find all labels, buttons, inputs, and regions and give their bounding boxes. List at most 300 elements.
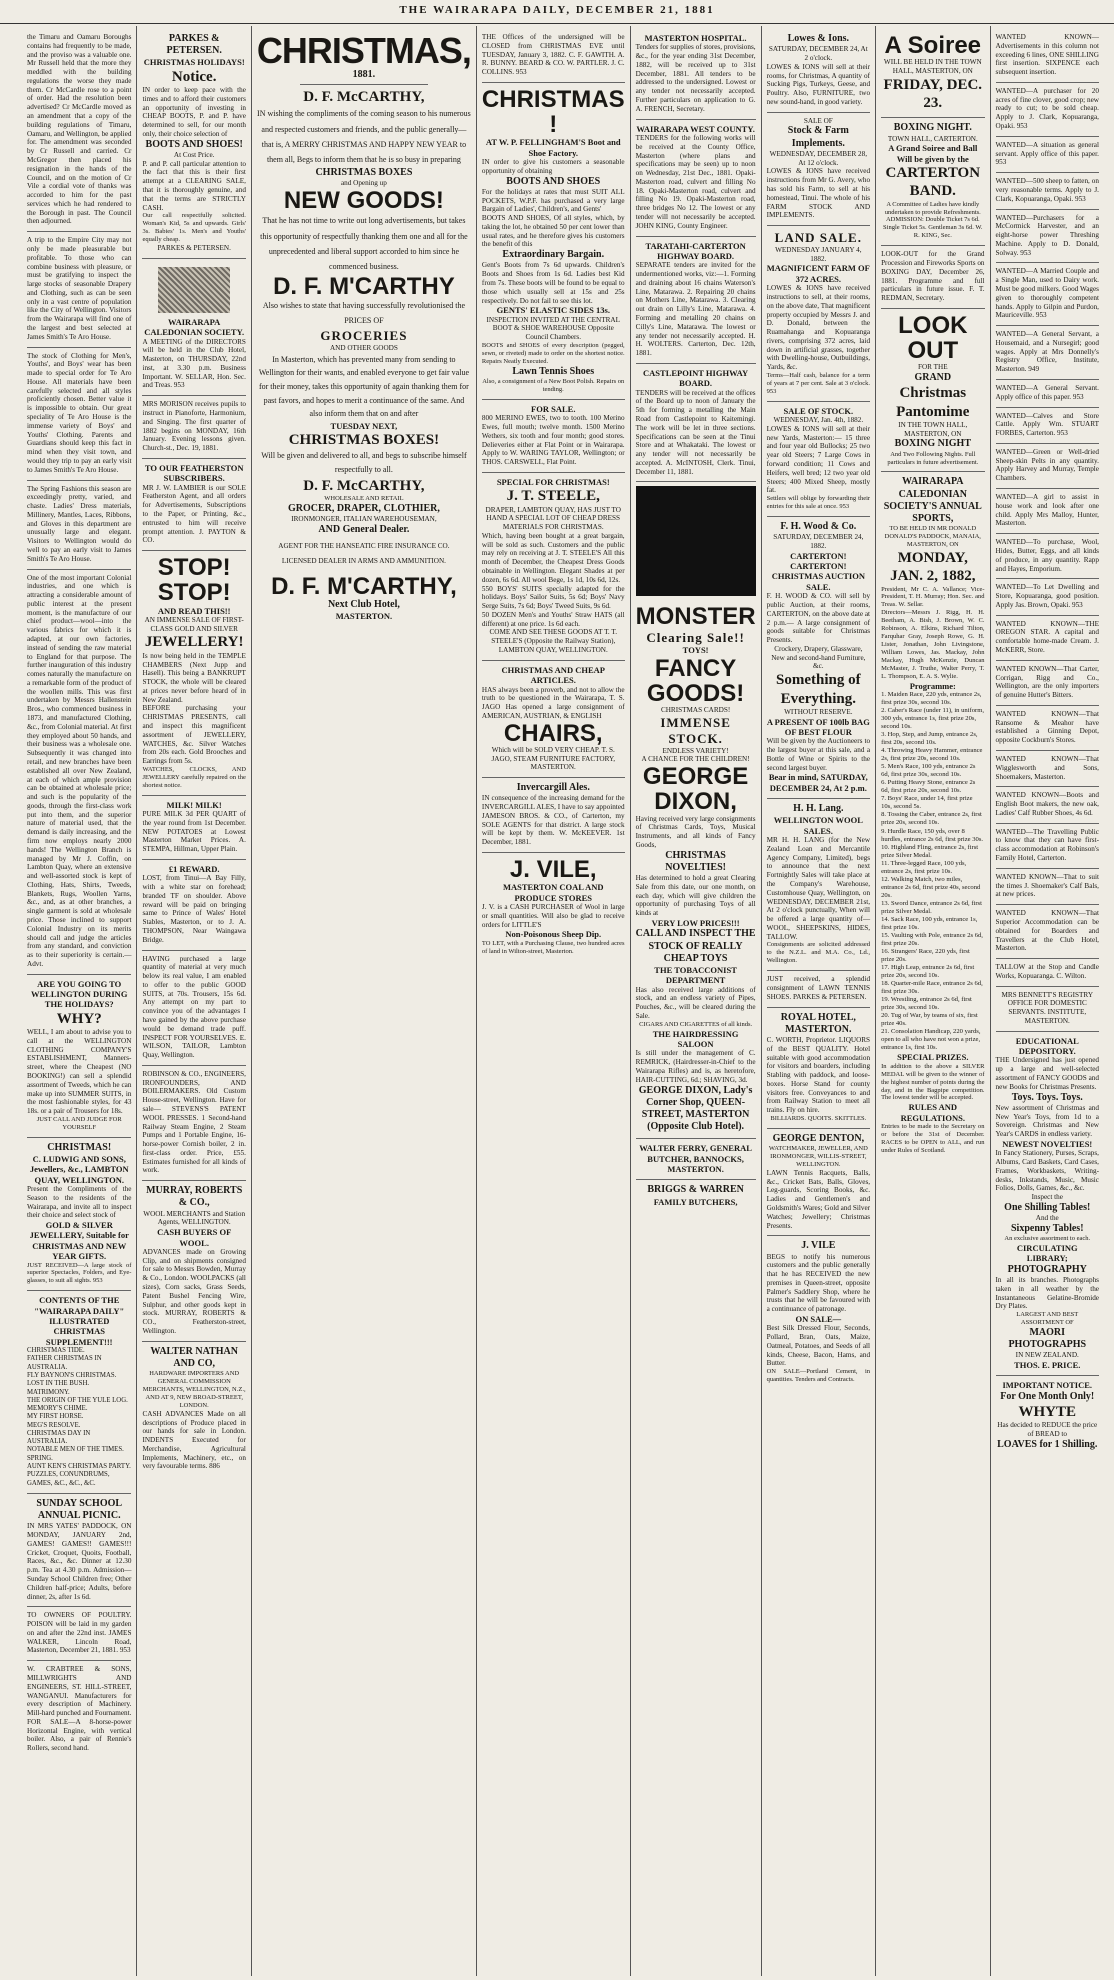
ad-heading: TARATAHI-CARTERTON HIGHWAY BOARD.	[645, 240, 746, 261]
ad-body: Tenders for supplies of stores, provisions, &c., for the year ending 31st December, 1882, will be received up to 31st December, 1881. All tenders to be addressed to the undersigned. Lowest or any tender not necessarily accepted. Further particulars on application to G. A. FRENCH, Secretary.	[635, 43, 756, 113]
ad-heading: THE HAIRDRESSING SALOON	[652, 1028, 739, 1050]
caledonian-sports-ad	[881, 472, 984, 1159]
ad-body: Is now being held in the TEMPLE CHAMBERS (Next Jupp and Hasell). This being a BANKRUPT STOCK, the whole will be cleared at prices never before heard of in New Zealand.	[142, 651, 246, 704]
ad-firm: BRIGGS & WARREN	[647, 1184, 744, 1196]
list-item: WANTED—A Married Couple and a Single Man, used to Dairy work. Must be good milkers. Good Wages given to thoroughly competent hands. Apply to Gilpin and Purdon, Mauriceville. 953	[996, 263, 1099, 326]
ad-heading: CHRISTMAS!	[47, 1141, 112, 1153]
ferry-ad	[636, 1139, 756, 1180]
ad-body: Will be given and delivered to all, and begs to subscribe himself respectfully to all.	[261, 451, 467, 474]
wood-auction-ad	[767, 517, 870, 799]
list-item: THE ORIGIN OF THE YULE LOG.	[27, 1396, 128, 1404]
ad-firm: AT W. P. FELLINGHAM'S Boot and Shoe Factory.	[485, 137, 621, 158]
ad-body: MR J. W. LAMBIER is our SOLE Featherston Agent, and all orders for Advertisements, Subscriptions to the Paper, or Printing, &c., entrusted to him will receive prompt attention. J. PAYTON & CO.	[142, 483, 246, 545]
ad-subhead: At Cost Price.	[173, 150, 215, 159]
ad-firm: PARKES & PETERSEN.	[166, 33, 222, 57]
castlepoint-ad	[636, 364, 756, 483]
ad-heading: WAIRARAPA WEST COUNTY.	[636, 123, 755, 134]
ad-firm: D. F. M'CARTHY	[273, 273, 455, 301]
ad-firm: J. VILE,	[509, 856, 597, 884]
ad-foot: BILLIARDS. QUOITS. SKITTLES.	[770, 1114, 867, 1122]
ad-firm: D. F. McCARTHY,	[303, 477, 425, 494]
briggs-ad	[636, 1180, 756, 1212]
list-item: WANTED KNOWN—That Carter, Corrigan, Rigg and Co., Wellington, are the only importers of genuine Hutter's Bitters.	[996, 661, 1099, 706]
ad-headline: Something of Everything.	[776, 672, 861, 707]
ad-heading: FOR SALE.	[531, 403, 576, 414]
ad-body: In all its branches. Photographs taken in all weather by the Instantaneous Gelatine-Bromide Dry Plates.	[995, 1275, 1099, 1311]
ad-subhead: DRAPER, LAMBTON QUAY, HAS JUST TO HAND A SPECIAL LOT OF CHEAP DRESS MATERIALS FOR CHRISTMAS.	[485, 505, 621, 532]
ad-body: Also wishes to state that having successfully revolutionised the PRICES OF	[262, 301, 466, 325]
ad-body: THE Undersigned has just opened up a large and well-selected assortment of FANCY GOODS and new Books for Christmas Presents.	[995, 1056, 1099, 1091]
ad-goods: Crockery, Drapery, Glassware, New and second-hand Furniture, &c.	[771, 644, 866, 671]
ad-firm: Lowes & Ions.	[787, 33, 850, 44]
taratahi-ad	[636, 237, 756, 364]
ad-body: In Masterton, which has prevented many from sending to Wellington for their wants, and enabled everyone to get fair value for their money, takes this opportunity of again thanking them for past favors, and hopes to merit a continuance of the same. And also inform them that on and after	[258, 354, 469, 419]
ad-officers: President, Mr C. A. Vallance; Vice-President, T. H. Murray; Hon. Sec. and Treas. W. Sellar.	[881, 585, 985, 609]
ad-body: IN order to keep pace with the times and to afford their customers an opportunity of investing in CHEAP BOOTS, P. and P. have determined to sell, for our month only, their choice selection of	[142, 86, 246, 138]
steele-ad	[482, 473, 625, 661]
fellingham-ad	[482, 83, 625, 400]
ad-headline: IMMENSE STOCK.	[660, 714, 731, 746]
list-item: 13. Sword Dance, entrance 2s 6d, first prize Silver Medal.	[881, 899, 982, 915]
ad-heading: NEWEST NOVELTIES!	[1002, 1138, 1093, 1149]
ad-body: MR H. H. LANG (for the New Zealand Loan and Mercantile Agency Company, Limited), begs to announce that the next Fortnightly Sales will take place at the Company's Warehouse, Customhouse Quay, Wellington, on WEDNESDAY, DECEMBER 21st, At 2 o'clock punctually, When will be offered a large quantity of— WOOL, SHEEPSKINS, HIDES, TALLOW.	[766, 836, 871, 941]
ad-body: Having received very large consignments of Christmas Cards, Toys, Musical Instruments, and all kinds of Fancy Goods,	[635, 814, 756, 849]
depository-ad	[996, 1032, 1099, 1377]
list-item: 4. Throwing Heavy Hammer, entrance 2s, first prize 20s, second 10s.	[881, 747, 983, 763]
list-item: FLY BAYNON'S CHRISTMAS.	[27, 1371, 117, 1379]
vile-notice-ad	[767, 1236, 870, 1389]
council-article: the Timaru and Oamaru Boroughs contains had frequently to be made, and the proviso was a valuable one. Mr Russell held that the more they meddled with the building regulations the worse they made them. Cr McCardle rose to a point of order. Had the resolution been advertised? Cr McCardle moved as an amendment that a copy of the building regulations of Timaru, Oamaru, and Wellington, be applied for. The amendment was seconded by Cr Russell and carried. Cr McGregor then placed his resignation in the hands of the Council, and on the motion of Cr Vile a cordial vote of thanks was accorded to him for the past services which he had rendered to the Borough in past. The Council then adjourned.	[27, 29, 131, 232]
empire-city-article: A trip to the Empire City may not only be made pleasurable but profitable. To those who can combine business with pleasure, or must be gratifying to inspect the large stocks of seasonable Drapery and Clothing, such as can be seen only in a vast centre of population like the City of Wellington. Visitors from the Wairarapa will find one of the largest and best selected at James Smith's Te Aro House.	[27, 232, 131, 347]
ad-headline: LOOK OUT	[898, 311, 968, 365]
ad-agency: AGENT FOR THE HANSEATIC FIRE INSURANCE CO.	[278, 541, 450, 550]
ad-heading: ARE YOU GOING TO WELLINGTON DURING THE HOLIDAYS?	[31, 978, 128, 1010]
ad-goods: Toys. Toys. Toys.	[1011, 1091, 1083, 1103]
list-item: WANTED KNOWN—Boots and English Boot makers, the new oak, Ladies' Calf Rubber Shoes, 4s 6d.	[996, 787, 1099, 823]
ad-firm: WALTER FERRY, GENERAL BUTCHER, BANNOCKS, MASTERTON.	[639, 1143, 752, 1175]
list-item: WANTED KNOWN—That Wigglesworth and Sons, Shoemakers, Masterton.	[996, 751, 1099, 787]
ad-date: WEDNESDAY, Jan. 4th, 1882.	[773, 416, 864, 425]
ad-date: FRIDAY, DEC. 23.	[883, 76, 983, 112]
ad-foot: Settlers will oblige by forwarding their entries for this sale at once. 953	[766, 495, 871, 511]
list-item: 3. Hop, Step, and Jump, entrance 2s, first 20s, second 10s.	[881, 731, 978, 747]
ad-body: A MEETING of the DIRECTORS will be held in the Club Hotel, Masterton, on THURSDAY, 22nd inst, at 3.30 p.m. Business Important. W. SELLAR, Hon. Sec. and Treas. 953	[142, 337, 246, 390]
list-item: WANTED—A situation as general servant. Apply office of this paper. 953	[996, 137, 1099, 173]
ad-trades: AND General Dealer.	[318, 523, 410, 535]
ludwig-ad	[27, 1138, 131, 1292]
list-item: 11. Three-legged Race, 100 yds, entrance 2s, first prize 10s.	[881, 859, 967, 875]
list-item: 10. Highland Fling, entrance 2s, first prize Silver Medal.	[881, 843, 979, 859]
ad-firm: WALTER NATHAN AND CO,	[150, 1345, 238, 1369]
ad-heading: CHRISTMAS HOLIDAYS!	[143, 57, 245, 68]
ad-goods: CALL AND INSPECT THE STOCK OF REALLY CHEAP TOYS	[635, 928, 756, 964]
ad-body: Present the Compliments of the Season to the residents of the Wairarapa, and invite all to inspect their choice and select stock of	[27, 1184, 132, 1220]
contents-list	[27, 1347, 131, 1488]
ad-date: WEDNESDAY JANUARY 4, 1882.	[775, 245, 862, 263]
ad-venue: TOWN HALL, CARTERTON.	[887, 134, 978, 143]
list-item: WANTED KNOWN—THE OREGON STAR. A capital and comfortable home-made Cream. J. McKERR, Store.	[996, 616, 1099, 661]
ad-subhead: WITHOUT RESERVE.	[784, 707, 853, 716]
ad-goods: Sixpenny Tables!	[1010, 1222, 1084, 1234]
ad-signature: GEORGE DIXON, Lady's Corner Shop, QUEEN-STREET, MASTERTON (Opposite Club Hotel).	[638, 1084, 753, 1133]
list-item: MATRIMONY.	[27, 1388, 70, 1396]
list-item: MEG'S RESOLVE.	[27, 1421, 81, 1429]
list-item: CHRISTMAS TIDE.	[27, 1347, 85, 1355]
list-item: 19. Wrestling, entrance 2s 6d, first prize 30s, second 10s.	[881, 996, 972, 1012]
fashions-article: The Spring Fashions this season are exceedingly pretty, varied, and chaste. Ladies' Dress materials, Millinery, Mantles, Laces, Ribbons, and Gloves in this department are unusually large and elegant. Visitors to Wellington would do well to pay an early visit to James Smith's Te Aro House.	[27, 481, 131, 570]
ad-body: In Fancy Stationery, Purses, Scraps, Albums, Card Baskets, Card Cases, Frames, Workbaskets, Writing-desks, Inkstands, Music, Music Folios, Dolls, Games, &c., &c.	[995, 1149, 1099, 1193]
denton-ad	[767, 1129, 870, 1236]
ad-directors: Directors—Messrs J. Rigg, H. H. Beetham, A. Bish, J. Brown, W. C. Robinson, A. Elkins, Richard Tilton, Farquhar Gray, Joseph Rowe, G. H. Lister, Jonathan, John Livingstone, William Lowes, Jas. Mackay, John Mackay, Hugh McKenzie, Duncan McMaster, J. Truthe, Walter Perry, T. L. Thompson, E. A. S. Wylie.	[881, 609, 985, 680]
column-6	[761, 26, 875, 1976]
list-item: 14. Sack Race, 100 yds, entrance 1s, first prize 10s.	[881, 915, 978, 931]
bread-ad	[996, 1376, 1099, 1456]
ad-body: IN order to give his customers a seasonable opportunity of obtaining	[481, 158, 625, 175]
ad-goods: LOAVES for 1 Shilling.	[997, 1438, 1098, 1450]
ad-terms: Terms—Half cash, balance for a term of years at 7 per cent. Sale at 3 o'clock. 953	[766, 372, 871, 395]
ad-subhead: HARDWARE IMPORTERS AND GENERAL COMMISSION MERCHANTS, WELLINGTON, N.Z., AND AT 9, NEW BROAD-STREET, LONDON.	[142, 1370, 246, 1409]
ad-subhead: A Grand Soiree and Ball Will be given by the	[888, 143, 978, 164]
ad-goods: CHRISTMAS NOVELTIES!	[665, 849, 726, 873]
list-item: WANTED—A General Servant. Apply office of this paper. 953	[996, 380, 1099, 408]
poultry-notice: TO OWNERS OF POULTRY. POISON will be laid in my garden on and after the 22nd inst. JAMES WALKER, Lincoln Road, Masterton, December 21, 1881. 953	[27, 1607, 131, 1661]
ad-firm: ROYAL HOTEL, MASTERTON.	[780, 1011, 856, 1035]
list-item: MEMORY'S CHIME.	[27, 1405, 88, 1413]
ewes-sale-ad	[482, 400, 625, 473]
ad-subhead: And the	[1035, 1214, 1059, 1223]
crabtree-ad: W. CRABTREE & SONS, MILLWRIGHTS AND ENGINEERS, ST. HILL-STREET, WANGANUI. Manufacturers for every description of Machinery. Mill-hard punched and Fournament. FOR SALE—A 8-horse-power Horizontal Engine, with vertical boiler. Also, a pair of Rennie's Rollers, second hand.	[27, 1665, 132, 1753]
ad-firm: WHYTE	[1018, 1403, 1077, 1420]
ad-body: Which, having been bought at a great bargain, will be sold as such. Customers and the public may rely on receiving at J. T. STEELE'S All this month of December, the Cheapest Dress Goods obtainable in Wellington. Elegant Shades at per dozen, 6s 6d. All wool Bege, 1s 1d, 10s 6d, 12s.	[481, 531, 625, 584]
list-item: 1. Maiden Race, 220 yds, entrance 2s, first prize 30s, second 10s.	[881, 690, 982, 707]
ad-foot: JUST RECEIVED—A large stock of superior Spectacles, Folders, and Eye-glasses, to suit all sights. 953	[27, 1261, 132, 1285]
ad-subhead: FOR THE	[917, 363, 948, 372]
ad-body: IN wishing the compliments of the coming season to his numerous and respected customers and friends, and the public generally—that is, A MERRY CHRISTMAS AND HAPPY NEW YEAR to them all, Begs to inform them that he is so busy in preparing	[257, 109, 471, 165]
featherston-ad	[142, 459, 245, 551]
ad-admission: ADMISSION: Double Ticket 7s 6d. Single Ticket 5s. Gentleman 3s 6d. W. R. KING, Sec.	[883, 216, 983, 240]
ad-body: F. H. WOOD & CO. will sell by public Auction, at their rooms, CARTERTON, on the above date at 2 p.m.— A large consignment of goods suitable for Christmas Presents.	[766, 592, 871, 645]
ad-bargain: Extraordinary Bargain.	[502, 249, 605, 261]
land-sale-ad	[767, 226, 870, 402]
ad-goods: CHRISTMAS BOXES	[315, 167, 413, 179]
ad-heading: SALE OF STOCK.	[783, 405, 854, 416]
ad-boys-suits: 550 BOYS' SUITS specially adapted for the holidays. Boys' Sailor Suits, 5s 6d; Boys' Navy Serge Suits, 7s 6d; Boys' Tweed Suits, 9s 6d.	[481, 584, 625, 611]
column-8	[990, 26, 1104, 1976]
ad-body: HAS always been a proverb, and not to allow the truth to be questioned in the Wairarapa, T. S. JAGO Has opened a large consignment of AMERICAN, AUSTRIAN, & ENGLISH	[481, 685, 625, 720]
ad-date: TUESDAY NEXT,	[330, 420, 398, 431]
ad-trades: GROCER, DRAPER, CLOTHIER,	[287, 502, 440, 514]
west-county-ad	[636, 120, 756, 237]
column-7	[875, 26, 989, 1976]
ad-firm: C. LUDWIG AND SONS, Jewellers, &c., LAMBTON QUAY, WELLINGTON.	[29, 1153, 129, 1185]
jewellery-ad	[142, 551, 245, 796]
ad-body: C. WORTH, Proprietor. LIQUORS of the BEST QUALITY. Hotel suitable with good accommodation for visitors and boarders, including Stabling with paddock, and loose-boxes. Horse Stand for county visitors free. Conveyances to and from Railway Station to meet all trains. Fly on hire.	[766, 1035, 871, 1115]
ad-heading: SPECIAL FOR CHRISTMAS!	[496, 476, 610, 487]
ad-subhead: A CHANCE FOR THE CHILDREN!	[641, 755, 750, 764]
list-item: SPRING.	[27, 1454, 53, 1462]
ad-signature: THOS. E. PRICE.	[1014, 1360, 1081, 1371]
murray-ad	[142, 1181, 245, 1341]
colonial-industry-article: One of the most important Colonial industries, and one which is attracting a considerable amount of public interest at the present moment, is the manufacture of our chief product—wool—into the various fabrics for which it is adapted, at our own factories, instead of sending the raw material to England for that purpose. The further inauguration of this industry comes naturally the manufacture on a remarkable form of the product of the woollen mills. This was first undertaken by Messrs Hallenstein Bros., who commenced business in 1873, and manufactured Clothing, &c., from Colonial material. At first they employed about 50 hands, and their business was a wholesale one. Subsequently it was changed into retail, and new branches have been established all over New Zealand, at each of which ample provision can be obtained at wholesale price; and such is the popularity of the goods, through the first-class work put into them, and the superior nature of material used, that the demand is daily increasing, and the firm now employs nearly 2000 hands! The Wellington Branch is managed by Mr J. Coffin, on Lambton Quay, where an extensive and well-assorted stock is kept of Clothing, Hats, Shirts, Tweeds, Blankets, Rugs, Woollen Yarns, &c., and, as at other branches, a single garment is sold at wholesale price. Those inclined to support Colonial Industry on its merits should call and judge the articles from any standard, and conviction as to their superiority is certain.—Advt.	[27, 570, 131, 975]
contents-ad	[27, 1291, 131, 1494]
walter-nathan-ad	[142, 1342, 245, 1476]
list-item: WANTED KNOWN—That Ransome & Meahor have established a Ginning Depot, opposite Cockburn's Stores.	[996, 706, 1099, 751]
ad-heading: CASTLEPOINT HIGHWAY BOARD.	[643, 367, 749, 389]
list-item: WANTED—Purchasers for a McCormick Harvester, and an eight-horse power Threshing Machine. Apply to D. Donald, Solway. 953	[996, 210, 1099, 264]
ad-heading: PHOTOGRAPHY	[1007, 1263, 1087, 1275]
ad-subhead: ENDLESS VARIETY!	[662, 746, 729, 755]
list-item: WANTED—To purchase, Wool, Hides, Butter, Eggs, and all kinds of produce, in any quantity. Rapp and Hayes, Emporium.	[996, 534, 1099, 579]
ad-date: WEDNESDAY, DECEMBER 28, At 12 o'clock.	[769, 149, 868, 167]
ad-headline: NEW GOODS!	[283, 187, 444, 215]
ad-prices: Gent's Boots from 7s 6d upwards. Children's Boots and Shoes from 1s 6d. Ladies best Kid from 7s. These boots will be found to be equal to those which usually sell at 15s and 25s respectively. Do not fail to see this lot.	[481, 261, 625, 305]
ad-subhead: WOOL MERCHANTS and Station Agents, WELLINGTON.	[143, 1209, 246, 1227]
ad-body: An exclusive assortment to each.	[1004, 1235, 1091, 1243]
ad-body: BEFORE purchasing your CHRISTMAS PRESENTS, call and inspect this magnificent assortment of JEWELLERY, WATCHES, &c. Silver Watches from 20s each. Gold Brooches and Earrings from 5s.	[142, 704, 246, 766]
stock-sale-ad	[767, 402, 870, 517]
milk-ad	[142, 796, 245, 860]
ad-year: 1881.	[352, 69, 376, 80]
pantomime-ad	[881, 309, 984, 473]
ad-body: BOOTS AND SHOES, Of all styles, which, by taking the lot, he obtained 50 per cent lower than usual rates, and he therefore gives his customers the benefit of this	[481, 214, 625, 249]
ad-foot: Consignments are solicited addressed to the N.Z.L. and M.A. Co., Ld., Wellington.	[766, 941, 871, 965]
ad-firm: J. VILE	[801, 1240, 836, 1252]
wellington-clothing-ad	[27, 975, 131, 1138]
hospital-ad	[636, 29, 756, 120]
ad-heading: EDUCATIONAL DEPOSITORY.	[1015, 1035, 1079, 1057]
ad-body: That he has not time to write out long advertisements, but takes this opportunity of respectfully thanking them one and all for the unprecedented and liberal support accorded to him since he commenced business.	[260, 216, 468, 271]
list-item: PUZZLES, CONUNDRUMS, GAMES, &C., &C., &C.	[27, 1471, 110, 1487]
ad-heading: WAIRARAPA CALEDONIAN SOCIETY.	[144, 316, 245, 338]
list-item: AUNT KEN'S CHRISTMAS PARTY.	[27, 1463, 131, 1471]
ad-hats: 50 DOZEN Men's and Youths' Straw HATS (all different) at one price. 1s 6d each.	[481, 610, 625, 628]
list-item: WANTED—Calves and Store Cattle. Apply Wm. STUART FORBES, Carterton. 953	[996, 408, 1099, 444]
ad-town: MASTERTON.	[335, 610, 393, 621]
ad-headline: Notice.	[171, 68, 217, 85]
ad-heading: £1 REWARD.	[168, 863, 220, 874]
ad-subhead: LARGEST AND BEST ASSORTMENT OF	[1016, 1311, 1079, 1326]
list-item: 9. Hurdle Race, 150 yds, over 8 hurdles, entrance 2s 6d, first prize 30s.	[881, 827, 984, 843]
list-item: CHRISTMAS DAY IN AUSTRALIA.	[27, 1429, 91, 1446]
ad-body: New assortment of Christmas and New Year's Toys, from 1d to a Sovereign. Christmas and New Year's CARDS in endless variety.	[995, 1103, 1099, 1139]
ad-body: Is still under the management of C. REMRICK, (Hairdresser-in-Chief to the Wairarapa Rifles) and is, as heretofore, HAIR-CUTTING, 6d.; SHAVING, 3d.	[635, 1049, 756, 1084]
ad-heading: WELLINGTON WOOL SALES.	[773, 815, 863, 836]
ales-ad	[482, 778, 625, 853]
lowes-christmas-ad	[767, 29, 870, 113]
royal-hotel-ad	[767, 1008, 870, 1129]
list-item: WANTED—500 sheep to fatten, on very reasonable terms. Apply to J. Clark, Kopuaranga, Opaki. 953	[996, 173, 1099, 209]
ad-foot: JUST CALL AND JUDGE FOR YOURSELF	[36, 1115, 122, 1131]
list-item: 17. High Leap, entrance 2s 6d, first prize 20s, second 10s.	[881, 964, 975, 980]
ad-body: WELL, I am about to advise you to call at the WELLINGTON CLOTHING COMPANY'S ESTABLISHMENT, Manners-street, where the Cheapest (NO BOOKING!) can sell a splendid assortment of Tweeds, which he can make up into SUMMER SUITS, in the most fashionable styles, for 43 18s. or a pair of Trousers for 18s.	[27, 1028, 132, 1116]
ad-body: A Committee of Ladies have kindly undertaken to provide Refreshments.	[884, 200, 981, 216]
ad-body: J. V. is a CASH PURCHASER of Wool in large or small quantities. Will also be glad to receive orders for LITTLE'S	[481, 902, 625, 929]
ad-goods: GROCERIES	[320, 328, 408, 344]
ad-subhead: FAMILY BUTCHERS,	[653, 1196, 738, 1207]
ad-body: LOWES & IONS will sell at their new Yards, Masterton:— 15 three and four year old Bullocks; 25 two year old Steers; 7 Large Cows in forward condition; 11 Cows and Heifers, well bred; 12 two year old Steers; 400 Mixed Sheep, mostly fat.	[766, 424, 871, 495]
ad-body: Entries to be made to the Secretary on or before the 31st of December. RACES to be OPEN to ALL, and run under Rules of Scotland.	[881, 1123, 985, 1154]
lang-wool-ad	[767, 799, 870, 971]
ad-headline: MONSTER	[635, 603, 756, 631]
divider	[300, 84, 428, 85]
ad-subhead: Clearing Sale!!	[646, 629, 745, 645]
ad-subhead: AND OTHER GOODS	[329, 343, 398, 352]
ad-foot: Which will be SOLD VERY CHEAP. T. S. JAGO, STEAM FURNITURE FACTORY, MASTERTON.	[491, 745, 616, 772]
ad-goods: GENTS' ELASTIC SIDES 13s.	[496, 305, 610, 316]
ad-signature: PARKES & PETERSEN.	[157, 244, 231, 253]
ad-headline: For One Month Only!	[1000, 1390, 1095, 1402]
ad-foot: Also, a consignment of a New Boot Polish. Repairs on tending.	[482, 377, 625, 393]
ad-date: SATURDAY, DECEMBER 24, 1882.	[773, 533, 864, 550]
ad-goods: BOOTS AND SHOES!	[145, 138, 243, 150]
offices-closed-notice: THE Offices of the undersigned will be CLOSED from CHRISTMAS EVE until TUESDAY, January 3, 1882. C. F. GAWITH. A. R. BUNNY. BEARD & CO. W. PARTLER. J. C. COLLINS. 953	[482, 29, 625, 83]
reward-ad	[142, 860, 245, 951]
ad-goods: CIGARS AND CIGARETTES of all kinds.	[639, 1020, 753, 1028]
damaged-area	[636, 486, 756, 596]
wilson-ad: HAVING purchased a large quantity of material at very much below its real value, I am enabled to offer to the public GOOD SUITS, at 70s. Trousers, 15s 6d. Any attempt on my part to convince you of the advantages I have gained by the above purchase would be demand trade puff. INSPECT FOR YOURSELVES. E. WILSON, TAILOR, Lambton Quay, Wellington.	[142, 951, 245, 1066]
ad-body: Best Silk Dressed Flour, Seconds, Pollard, Bran, Oats, Maize, Oatmeal, Potatoes, and Seeds of all kinds, Cheese, Bacon, Hams, and Butter.	[766, 1324, 871, 1368]
ad-firm: D. F. M'CARTHY,	[271, 572, 457, 600]
list-item: 16. Strangers' Race, 220 yds, first prize 20s.	[881, 947, 970, 964]
column-4	[476, 26, 630, 1976]
column-1	[22, 26, 136, 1976]
ad-body: LOWES & IONS will sell at their rooms, for Christmas, A quantity of Sucking Pigs, Turkeys, Geese, and Poultry. Also, FURNITURE, two new sound-hand, in good variety.	[766, 62, 871, 106]
ad-body: LAWN Tennis Racquets, Balls, &c., Cricket Bats, Balls, Gloves, Leg-guards, Scoring Books, &c. Ladies and Gentlemen's and Goldsmith's Wares; Gold and Silver Watches; Jewellery; Christmas Presents.	[766, 1168, 871, 1230]
ad-heading: CHRISTMAS AND CHEAP ARTICLES.	[501, 664, 605, 686]
list-item: 18. Quarter-mile Race, entrance 2s 6d, first prize 30s.	[881, 980, 983, 996]
list-item: WANTED—Green or Well-dried Sheep-skin Pelts in any quantity. Apply Harvey and Murray, Temple Chambers.	[996, 444, 1099, 489]
ad-licence: LICENSED DEALER IN ARMS AND AMMUNITION.	[281, 556, 446, 565]
contents-title: CONTENTS OF THE "WAIRARAPA DAILY" ILLUSTRATED CHRISTMAS SUPPLEMENT!!!	[34, 1295, 125, 1347]
list-item: WANTED—A girl to assist in house work and look after one child. Apply Mrs Malloy, Hunter, Masterton.	[996, 489, 1099, 534]
ad-date: BOXING NIGHT	[894, 438, 971, 450]
ad-headline: CHRISTMAS,	[256, 30, 471, 71]
farm-stock-ad	[767, 113, 870, 226]
ad-heading: THE TOBACCONIST DEPARTMENT	[654, 964, 737, 986]
newspaper-columns	[22, 26, 1104, 1976]
ad-subhead: and Opening up	[340, 179, 387, 188]
ad-body: PURE MILK 3d PER QUART of the year round from 1st December. NEW POTATOES at Lowest Masterton Market Prices. A. STEMPA, Hillman, Upper Plain.	[142, 810, 246, 854]
ad-goods: MAORI PHOTOGRAPHS	[1008, 1326, 1087, 1351]
ad-subhead: Inspect the	[1031, 1193, 1063, 1202]
masthead: THE WAIRARAPA DAILY, DECEMBER 21, 1881	[0, 4, 1114, 24]
ad-firm: F. H. Wood & Co.	[780, 521, 857, 533]
ad-goods: TOYS!	[682, 645, 709, 656]
ad-body: IN consequence of the increasing demand for the INVERCARGILL ALES, I have to say appointed JAMESON BROS. & CO., of Carterton, my SOLE AGENTS for that district. A large stock will be kept by them. W. McKEEVER. 1st December, 1881.	[481, 794, 625, 847]
list-item: 20. Tug of War, by teams of six, first prize 40s.	[881, 1012, 978, 1028]
ad-body: SEPARATE tenders are invited for the undermentioned works, viz:—1. Forming and draining about 16 chains Waterson's Line, Matarawa. 2. Repairing 20 chains on Mothers Line, Matarawa. 3. Clearing out drain on Lilly's Line, Matarawa. 4. Forming and metalling 20 chains on Cilly's Line, Matarawa. The lowest or any tender not necessarily accepted. H. H. WOLTERS. Carterton, Dec. 12th, 1881.	[635, 261, 756, 358]
ad-goods: GOLD & SILVER JEWELLERY, Suitable for CHRISTMAS AND NEW YEAR GIFTS.	[29, 1220, 129, 1262]
ad-body: For the holidays at rates that must SUIT ALL POCKETS, W.P.F. has purchased a very large Bargain of Ladies', Children's, and Gents'	[481, 187, 625, 214]
ad-heading: CASH BUYERS OF WOOL.	[157, 1227, 232, 1248]
list-item: 2. Caber's Race (under 11), in uniform, 300 yds, entrance 1s, first prize 20s, second 10s.	[881, 707, 984, 731]
jago-ad	[482, 661, 625, 778]
ad-intro: SALE OF	[803, 116, 833, 125]
ad-headline: CHRISTMAS !	[481, 85, 625, 139]
ad-firm: D. F. McCARTHY,	[303, 89, 425, 106]
tallow-ad: TALLOW at the Stop and Candle Works, Kopuaranga. C. Wilton.	[996, 959, 1099, 987]
list-item: WANTED—To Let Dwelling and Store, Kopuaranga, good position. Apply Jas. Brown, Opaki. 953	[996, 579, 1099, 615]
ad-firm: H. H. Lang.	[793, 803, 844, 815]
ad-firm: CARTERTON BAND.	[885, 165, 981, 200]
ad-firm: J. T. STEELE,	[506, 488, 600, 505]
ad-foot: WATCHES, CLOCKS, AND JEWELLERY carefully repaired on the shortest notice.	[142, 765, 246, 789]
list-item: NOTABLE MEN OF THE TIMES.	[27, 1446, 124, 1454]
vile-coal-ad	[482, 853, 625, 960]
ad-address: Next Club Hotel,	[327, 598, 400, 610]
procession-ad	[881, 246, 984, 309]
ad-goods: Lawn Tennis Shoes	[512, 365, 595, 377]
ad-body: WILL BE HELD IN THE TOWN HALL, MASTERTON, ON	[883, 58, 982, 75]
ad-date: SATURDAY, DECEMBER 24, At 2 o'clock.	[768, 45, 868, 62]
ad-goods: CHAIRS,	[503, 719, 603, 747]
ad-goods: FANCY GOODS!	[646, 654, 745, 707]
ad-goods: CHRISTMAS CARDS!	[660, 706, 731, 715]
ad-body: Has determined to hold a great Clearing Sale from this date, our one month, on each day, which will give children the opportunity of purchasing Toys of all kinds at	[635, 874, 756, 918]
morison-ad: MRS MORISON receives pupils to instruct in Pianoforte, Harmonium, and Singing. The first quarter of 1882 begins on MONDAY, 16th January. Evening lessons given. Church-st., Dec. 19, 1881.	[142, 396, 245, 459]
ad-subhead: IN NEW ZEALAND.	[1015, 1351, 1079, 1360]
ad-goods: JEWELLERY!	[144, 634, 244, 651]
list-item: WANTED KNOWN—That to suit the times J. Shoemaker's Calf Bals, at new prices.	[996, 869, 1099, 905]
ad-headline: STOP! STOP!	[157, 554, 231, 607]
ad-body: LOST, from Tinui—A Bay Filly, with a white star on forehead; branded TF on shoulder. Above reward will be paid on bringing same to Prince of Wales' Hotel Stables, Masterton, or to J. A. THOMPSON, Near Waingawa Bridge.	[142, 874, 246, 944]
ad-venue: TO BE HELD IN MR DONALD DONALD'S PADDOCK, MANAIA, MASTERTON, ON	[884, 525, 981, 549]
dancers-illustration	[158, 267, 230, 313]
column-2	[136, 26, 250, 1976]
carterton-band-ad	[881, 118, 984, 246]
list-item: WANTED—The Travelling Public to know that they can have first-class accommodation at Robinson's Family Hotel, Carterton.	[996, 824, 1099, 869]
ad-town: CARTERTON! CARTERTON!	[790, 550, 847, 572]
ad-body: 800 MERINO EWES, two to tooth. 100 Merino Ewes, full mouth; twelve month. 1500 Merino Wethers, six tooth and four month; good stores. Delieveries either at Flat Point or in Wairarapa. Apply to W. WARING TAYLOR, Wellington; or THOS. CARSWELL, Flat Point.	[481, 414, 625, 467]
ad-body: Has also received large additions of stock, and an endless variety of Pipes, Pouches, &c., will be cleared during the Sale.	[635, 985, 756, 1021]
ad-offer: A PRESENT OF 100lb BAG OF BEST FLOUR	[766, 716, 870, 737]
list-item: 7. Boys' Race, under 14, first prize 10s, second 5s.	[881, 795, 973, 811]
ad-trades: IRONMONGER, ITALIAN WAREHOUSEMAN,	[291, 514, 437, 523]
robinson-ad: ROBINSON & CO., ENGINEERS, IRONFOUNDERS, AND BOILERMAKERS. Old Custom House-street, Wellington. Have for sale— STEVENS'S PATENT WOOL PRESSES. 1 Second-hand Railway Steam Engine, 2 Steam Pumps and 1 Portable Engine, 16-horse-power Cornish boiler, 2 in. first-class order. Price, £55. Estimates furnished for all kinds of work.	[142, 1066, 245, 1181]
registry-ad: MRS BENNETT'S REGISTRY OFFICE FOR DOMESTIC SERVANTS. INSTITUTE, MASTERTON.	[996, 987, 1099, 1032]
picnic-ad	[27, 1494, 131, 1607]
column-5	[630, 26, 761, 1976]
ad-foot: COME AND SEE THESE GOODS AT T. T. STEELE'S (Opposite the Railway Station), LAMBTON QUAY, WELLINGTON.	[489, 628, 618, 655]
ad-heading: BOXING NIGHT.	[893, 122, 972, 134]
list-item: 6. Putting Heavy Stone, entrance 2s 6d, first prize 20s, second 10s.	[881, 779, 976, 795]
caledonian-meeting-ad	[142, 259, 245, 396]
ad-body: Has decided to REDUCE the price of BREAD to	[997, 1421, 1098, 1439]
ad-body: LOWES & IONS have received instructions from Mr G. Avery, who has sold his Farm, to sell at his homestead, Tinui. The whole of his FARM STOCK AND IMPLEMENTS.	[766, 167, 871, 220]
column-3	[251, 26, 476, 1976]
ad-body: LOOK-OUT for the Grand Procession and Fireworks Sports on BOXING DAY, December 26, 1881. Programme and full particulars in future issue. F. T. REDMAN, Secretary.	[881, 250, 985, 303]
parkes-ad	[142, 29, 245, 259]
ad-venue: IN THE TOWN HALL, MASTERTON, ON	[898, 420, 968, 438]
list-item: 5. Men's Race, 100 yds, entrance 2s 6d, first prize 30s, second 10s.	[881, 763, 976, 779]
ad-subhead: WHOLESALE AND RETAIL	[324, 494, 404, 502]
ad-subhead: AND READ THIS!!	[157, 605, 231, 616]
ad-heading: TO OUR FEATHERSTON SUBSCRIBERS.	[144, 462, 244, 484]
ad-heading: MILK! MILK!	[166, 799, 222, 810]
ad-heading: Programme:	[909, 680, 956, 691]
list-item: 8. Tossing the Caber, entrance 2s, first prize 20s, second 10s.	[881, 811, 982, 827]
ad-goods: CIRCULATING LIBRARY;	[1016, 1243, 1078, 1264]
list-item: 12. Walking Match, two miles, entrance 2s 6d, first prize 40s, second 20s.	[881, 875, 981, 899]
list-item: WANTED KNOWN—Advertisements in this column not exceeding 6 lines, ONE SHILLING first insertion. SIXPENCE each subsequent insertion.	[996, 29, 1099, 83]
ad-heading: Invercargill Ales.	[516, 782, 590, 794]
list-item: FATHER CHRISTMAS IN AUSTRALIA.	[27, 1355, 102, 1371]
ad-foot: ON SALE—Portland Cement, in quantities. Tenders and Contracts.	[766, 1368, 871, 1384]
ad-firm: GEORGE DIXON,	[642, 763, 749, 816]
ad-headline: A Soiree	[884, 32, 982, 59]
ad-headline: CHRISTMAS BOXES!	[288, 432, 440, 449]
clothing-article: The stock of Clothing for Men's, Youths', and Boys' wear has been made to special order for Te Aro House. All materials have been carefully selected and all styles proficiently chosen. Better value it is impossible to obtain. Our great speciality of Te Aro House is the immense variety of Boys' and Youths' Clothing. Parents and Guardians should keep this fact in mind when they visit town, and would they trip to pay an early visit to James Smith's Te Aro House.	[27, 348, 131, 481]
